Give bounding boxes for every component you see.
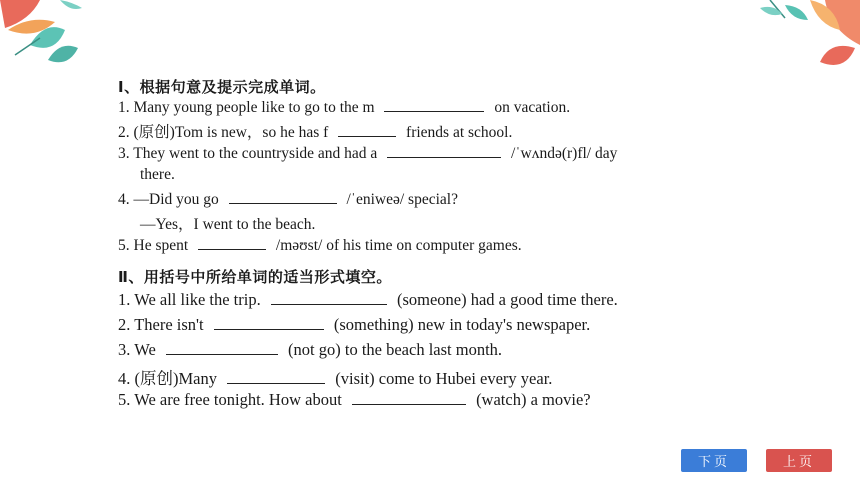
next-page-button[interactable]: 下页 [681,449,747,472]
item-text: (someone) had a good time there. [396,290,618,309]
exercise-1-item-4-continuation: —Yes，I went to the beach. [140,216,316,233]
item-number: 1. [118,99,130,116]
exercise-1-item-3 [118,143,617,163]
exercise-1-item-1 [118,97,570,117]
item-number: 2. [118,315,131,334]
item-text: (原创)Tom is new，so he has f [133,124,329,141]
answer-blank[interactable] [214,315,324,330]
exercise-2-item-1 [118,290,618,310]
exercise-1-item-4 [118,189,458,209]
answer-blank[interactable] [229,189,337,204]
item-text: They went to the countryside and had a [133,145,378,162]
exercise-1-item-5 [118,235,522,255]
exercise-2-item-4 [118,365,552,389]
item-text: We are free tonight. How about [134,390,342,409]
section-1-title: Ⅰ、根据句意及提示完成单词。 [118,78,326,96]
answer-blank[interactable] [384,97,484,112]
item-text: He spent [133,237,189,254]
item-number: 2. [118,124,130,141]
item-text: /ˈwʌndə(r)fl/ day [511,145,618,162]
item-text: on vacation. [494,99,571,116]
item-text: /məʊst/ of his time on computer games. [275,237,522,254]
answer-blank[interactable] [166,340,278,355]
item-text: We [134,340,156,359]
answer-blank[interactable] [227,369,325,384]
answer-blank[interactable] [352,390,466,405]
item-text: —Did you go [133,191,219,208]
item-text: We all like the trip. [134,290,261,309]
answer-blank[interactable] [387,143,501,158]
section-2-title: Ⅱ、用括号中所给单词的适当形式填空。 [118,268,392,286]
answer-blank[interactable] [198,235,266,250]
item-text: Many young people like to go to the m [133,99,375,116]
item-number: 4. [118,369,131,388]
item-number: 5. [118,237,130,254]
item-number: 1. [118,290,131,309]
item-text: (watch) a movie? [476,390,591,409]
exercise-2-item-2 [118,315,590,335]
item-number: 3. [118,145,130,162]
answer-blank[interactable] [271,290,387,305]
previous-page-button[interactable]: 上页 [766,449,832,472]
leaf-decoration-top-right [730,0,860,75]
item-text: (visit) come to Hubei every year. [335,369,553,388]
item-text: (原创)Many [134,369,217,388]
item-text: (not go) to the beach last month. [288,340,503,359]
exercise-1-item-3-continuation: there. [140,166,175,183]
answer-blank[interactable] [338,122,396,137]
item-text: There isn't [134,315,204,334]
exercise-1-item-2 [118,120,512,142]
item-text: (something) new in today's newspaper. [333,315,591,334]
exercise-2-item-3 [118,340,502,360]
leaf-decoration-top-left [0,0,90,75]
item-text: /ˈeniweə/ special? [346,191,458,208]
item-number: 5. [118,390,131,409]
item-number: 3. [118,340,131,359]
exercise-2-item-5 [118,390,591,410]
item-text: friends at school. [406,124,513,141]
item-number: 4. [118,191,130,208]
